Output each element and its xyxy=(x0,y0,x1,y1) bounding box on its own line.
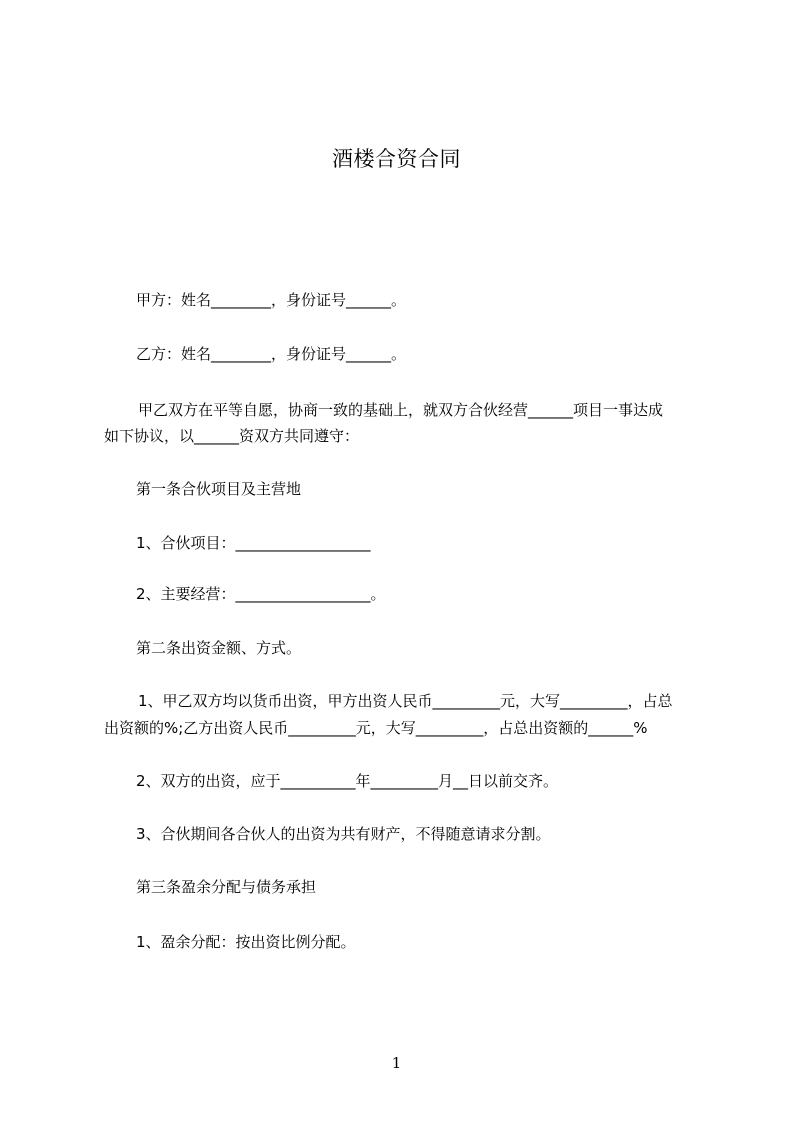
article-1-item-1: 1、合伙项目：__________________ xyxy=(136,534,371,552)
preamble-line-2: 如下协议，以______资双方共同遵守： xyxy=(104,427,360,445)
article-3-heading: 第三条盈余分配与债务承担 xyxy=(136,878,317,896)
article-1-item-2: 2、主要经营：__________________。 xyxy=(136,585,386,603)
page-number: 1 xyxy=(391,1054,402,1072)
party-b-line: 乙方：姓名________，身份证号______。 xyxy=(136,345,407,363)
article-1-heading: 第一条合伙项目及主营地 xyxy=(136,480,302,498)
document-title: 酒楼合资合同 xyxy=(332,147,461,171)
article-2-heading: 第二条出资金额、方式。 xyxy=(136,639,302,657)
preamble-line-1: 甲乙双方在平等自愿，协商一致的基础上，就双方合伙经营______项目一事达成 xyxy=(138,401,664,419)
party-a-line: 甲方：姓名________，身份证号______。 xyxy=(136,291,407,309)
article-3-item-1: 1、盈余分配：按出资比例分配。 xyxy=(136,933,356,951)
article-2-item-2: 2、双方的出资，应于__________年_________月__日以前交齐。 xyxy=(136,772,559,790)
article-2-item-1-line-1: 1、甲乙双方均以货币出资，甲方出资人民币_________元，大写_________，占总 xyxy=(138,692,673,710)
article-2-item-1-line-2: 出资额的%;乙方出资人民币_________元，大写_________，占总出资额的______% xyxy=(104,719,648,737)
article-2-item-3: 3、合伙期间各合伙人的出资为共有财产，不得随意请求分割。 xyxy=(136,825,551,843)
